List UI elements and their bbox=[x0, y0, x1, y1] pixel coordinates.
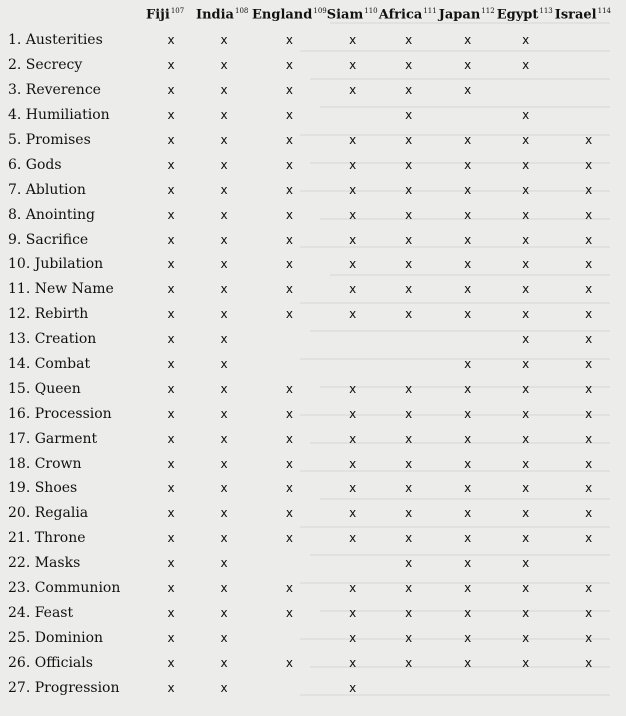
x-mark: x bbox=[349, 630, 357, 645]
x-mark: x bbox=[464, 83, 472, 98]
x-mark: x bbox=[220, 456, 228, 471]
x-mark: x bbox=[167, 506, 175, 521]
column-header-england bbox=[252, 2, 327, 28]
x-mark: x bbox=[349, 257, 357, 272]
footnote-reference: 111 bbox=[423, 7, 437, 16]
row-label: 27. Progression bbox=[8, 679, 120, 696]
row-label: 14. Combat bbox=[8, 356, 91, 373]
x-mark: x bbox=[167, 182, 175, 197]
x-mark: x bbox=[405, 58, 413, 73]
table-row bbox=[8, 576, 623, 601]
x-mark: x bbox=[405, 108, 413, 123]
x-mark: x bbox=[405, 83, 413, 98]
row-label: 25. Dominion bbox=[8, 629, 104, 646]
table-row bbox=[8, 128, 623, 153]
x-mark: x bbox=[167, 456, 175, 471]
x-mark: x bbox=[522, 481, 530, 496]
table-body bbox=[8, 28, 623, 700]
x-mark: x bbox=[349, 456, 357, 471]
x-mark: x bbox=[405, 133, 413, 147]
empty-cell bbox=[555, 28, 623, 53]
x-mark: x bbox=[522, 406, 530, 421]
x-mark: x bbox=[349, 232, 357, 247]
table-row bbox=[8, 277, 623, 302]
x-mark: x bbox=[585, 282, 593, 297]
x-mark: x bbox=[522, 157, 530, 172]
table-row bbox=[8, 451, 623, 476]
x-mark: x bbox=[167, 481, 175, 496]
empty-cell bbox=[439, 103, 497, 128]
x-mark: x bbox=[285, 481, 293, 496]
x-mark: x bbox=[220, 680, 228, 695]
x-mark: x bbox=[522, 133, 530, 147]
table-row bbox=[8, 177, 623, 202]
table-row bbox=[8, 551, 623, 576]
x-mark: x bbox=[464, 630, 472, 645]
x-mark: x bbox=[585, 357, 593, 372]
x-mark: x bbox=[349, 58, 357, 73]
x-mark: x bbox=[585, 332, 593, 347]
x-mark: x bbox=[167, 282, 175, 297]
x-mark: x bbox=[285, 282, 293, 297]
empty-cell bbox=[555, 551, 623, 576]
x-mark: x bbox=[349, 655, 357, 670]
x-mark: x bbox=[220, 655, 228, 670]
table-row bbox=[8, 78, 623, 103]
x-mark: x bbox=[464, 282, 472, 297]
column-header-fiji bbox=[146, 2, 196, 28]
empty-cell bbox=[252, 352, 327, 377]
x-mark: x bbox=[167, 556, 175, 571]
x-mark: x bbox=[585, 655, 593, 670]
x-mark: x bbox=[167, 680, 175, 695]
x-mark: x bbox=[464, 431, 472, 446]
x-mark: x bbox=[285, 157, 293, 172]
x-mark: x bbox=[220, 133, 228, 147]
x-mark: x bbox=[349, 481, 357, 496]
x-mark: x bbox=[405, 456, 413, 471]
x-mark: x bbox=[285, 456, 293, 471]
x-mark: x bbox=[405, 182, 413, 197]
x-mark: x bbox=[522, 207, 530, 222]
empty-cell bbox=[327, 551, 379, 576]
x-mark: x bbox=[522, 630, 530, 645]
x-mark: x bbox=[167, 207, 175, 222]
x-mark: x bbox=[167, 83, 175, 98]
empty-cell bbox=[555, 103, 623, 128]
x-mark: x bbox=[405, 207, 413, 222]
x-mark: x bbox=[349, 506, 357, 521]
x-mark: x bbox=[585, 531, 593, 546]
x-mark: x bbox=[405, 531, 413, 546]
x-mark: x bbox=[167, 58, 175, 73]
x-mark: x bbox=[285, 182, 293, 197]
table-row bbox=[8, 526, 623, 551]
column-header-label: Africa bbox=[378, 7, 423, 23]
x-mark: x bbox=[349, 157, 357, 172]
column-header-label: Egypt bbox=[496, 7, 539, 23]
x-mark: x bbox=[220, 431, 228, 446]
x-mark: x bbox=[464, 357, 472, 372]
x-mark: x bbox=[522, 182, 530, 197]
row-label: 6. Gods bbox=[8, 156, 62, 173]
x-mark: x bbox=[220, 630, 228, 645]
x-mark: x bbox=[220, 58, 228, 73]
x-mark: x bbox=[405, 157, 413, 172]
row-label: 4. Humiliation bbox=[8, 107, 110, 124]
column-header-israel bbox=[555, 2, 623, 28]
table-row bbox=[8, 426, 623, 451]
table-row bbox=[8, 600, 623, 625]
x-mark: x bbox=[285, 108, 293, 123]
x-mark: x bbox=[285, 83, 293, 98]
x-mark: x bbox=[464, 456, 472, 471]
row-label: 12. Rebirth bbox=[8, 306, 89, 323]
x-mark: x bbox=[585, 431, 593, 446]
x-mark: x bbox=[585, 381, 593, 396]
x-mark: x bbox=[349, 83, 357, 98]
column-header-egypt bbox=[497, 2, 555, 28]
row-label: 7. Ablution bbox=[8, 181, 86, 198]
x-mark: x bbox=[285, 133, 293, 147]
x-mark: x bbox=[464, 556, 472, 571]
x-mark: x bbox=[585, 406, 593, 421]
empty-cell bbox=[497, 78, 555, 103]
x-mark: x bbox=[522, 431, 530, 446]
x-mark: x bbox=[522, 605, 530, 620]
table-row bbox=[8, 501, 623, 526]
row-label: 9. Sacrifice bbox=[8, 231, 89, 248]
x-mark: x bbox=[167, 108, 175, 123]
table-row bbox=[8, 252, 623, 277]
footnote-reference: 108 bbox=[234, 7, 249, 16]
x-mark: x bbox=[464, 406, 472, 421]
table-row bbox=[8, 227, 623, 252]
x-mark: x bbox=[405, 282, 413, 297]
x-mark: x bbox=[349, 307, 357, 322]
x-mark: x bbox=[349, 531, 357, 546]
x-mark: x bbox=[220, 182, 228, 197]
row-label: 10. Jubilation bbox=[8, 256, 104, 273]
table-row bbox=[8, 476, 623, 501]
x-mark: x bbox=[167, 232, 175, 247]
x-mark: x bbox=[285, 257, 293, 272]
x-mark: x bbox=[522, 257, 530, 272]
row-label: 24. Feast bbox=[8, 604, 74, 621]
x-mark: x bbox=[220, 531, 228, 546]
x-mark: x bbox=[522, 332, 530, 347]
row-label: 26. Officials bbox=[8, 654, 93, 671]
empty-cell bbox=[252, 675, 327, 700]
x-mark: x bbox=[285, 605, 293, 620]
table-row bbox=[8, 302, 623, 327]
x-mark: x bbox=[522, 655, 530, 670]
x-mark: x bbox=[285, 232, 293, 247]
x-mark: x bbox=[405, 406, 413, 421]
x-mark: x bbox=[285, 431, 293, 446]
row-label: 20. Regalia bbox=[8, 505, 89, 522]
x-mark: x bbox=[585, 207, 593, 222]
x-mark: x bbox=[522, 232, 530, 247]
column-header-japan bbox=[439, 2, 497, 28]
table-row bbox=[8, 152, 623, 177]
x-mark: x bbox=[167, 431, 175, 446]
x-mark: x bbox=[285, 655, 293, 670]
x-mark: x bbox=[405, 605, 413, 620]
x-mark: x bbox=[167, 581, 175, 596]
row-label: 21. Throne bbox=[8, 530, 86, 547]
x-mark: x bbox=[464, 257, 472, 272]
x-mark: x bbox=[220, 282, 228, 297]
row-label: 8. Anointing bbox=[8, 206, 95, 223]
x-mark: x bbox=[285, 506, 293, 521]
x-mark: x bbox=[405, 506, 413, 521]
x-mark: x bbox=[585, 182, 593, 197]
table-row bbox=[8, 650, 623, 675]
x-mark: x bbox=[585, 630, 593, 645]
x-mark: x bbox=[464, 655, 472, 670]
x-mark: x bbox=[220, 381, 228, 396]
x-mark: x bbox=[285, 307, 293, 322]
row-label: 5. Promises bbox=[8, 132, 91, 148]
x-mark: x bbox=[405, 33, 413, 48]
x-mark: x bbox=[220, 357, 228, 372]
x-mark: x bbox=[405, 431, 413, 446]
x-mark: x bbox=[405, 481, 413, 496]
x-mark: x bbox=[220, 307, 228, 322]
x-mark: x bbox=[464, 605, 472, 620]
x-mark: x bbox=[349, 207, 357, 222]
x-mark: x bbox=[405, 257, 413, 272]
x-mark: x bbox=[167, 33, 175, 48]
x-mark: x bbox=[220, 33, 228, 48]
x-mark: x bbox=[349, 680, 357, 695]
row-label: 3. Reverence bbox=[8, 82, 101, 99]
x-mark: x bbox=[585, 133, 593, 147]
x-mark: x bbox=[285, 207, 293, 222]
x-mark: x bbox=[464, 182, 472, 197]
column-header-label: Siam bbox=[326, 7, 364, 23]
footnote-reference: 109 bbox=[313, 7, 327, 16]
empty-cell bbox=[555, 53, 623, 78]
empty-cell bbox=[327, 352, 379, 377]
x-mark: x bbox=[220, 581, 228, 596]
x-mark: x bbox=[522, 58, 530, 73]
x-mark: x bbox=[464, 481, 472, 496]
x-mark: x bbox=[285, 581, 293, 596]
x-mark: x bbox=[349, 282, 357, 297]
x-mark: x bbox=[464, 232, 472, 247]
row-label: 18. Crown bbox=[8, 455, 82, 472]
x-mark: x bbox=[167, 307, 175, 322]
x-mark: x bbox=[220, 605, 228, 620]
x-mark: x bbox=[585, 506, 593, 521]
column-header-siam bbox=[327, 2, 379, 28]
x-mark: x bbox=[464, 207, 472, 222]
empty-cell bbox=[555, 675, 623, 700]
empty-cell bbox=[497, 675, 555, 700]
x-mark: x bbox=[220, 207, 228, 222]
x-mark: x bbox=[585, 605, 593, 620]
x-mark: x bbox=[522, 307, 530, 322]
x-mark: x bbox=[585, 456, 593, 471]
footnote-reference: 114 bbox=[597, 7, 611, 16]
x-mark: x bbox=[167, 381, 175, 396]
table-row bbox=[8, 53, 623, 78]
x-mark: x bbox=[167, 630, 175, 645]
x-mark: x bbox=[220, 232, 228, 247]
x-mark: x bbox=[405, 232, 413, 247]
x-mark: x bbox=[405, 630, 413, 645]
x-mark: x bbox=[167, 531, 175, 546]
x-mark: x bbox=[349, 406, 357, 421]
empty-cell bbox=[327, 327, 379, 352]
table-row bbox=[8, 28, 623, 53]
empty-cell bbox=[252, 551, 327, 576]
x-mark: x bbox=[522, 381, 530, 396]
x-mark: x bbox=[167, 157, 175, 172]
empty-cell bbox=[327, 103, 379, 128]
x-mark: x bbox=[220, 332, 228, 347]
x-mark: x bbox=[405, 381, 413, 396]
x-mark: x bbox=[349, 133, 357, 147]
x-mark: x bbox=[167, 257, 175, 272]
empty-cell bbox=[379, 675, 439, 700]
row-label: 16. Procession bbox=[8, 405, 112, 422]
footnote-reference: 113 bbox=[539, 7, 553, 16]
row-label: 2. Secrecy bbox=[8, 57, 83, 74]
x-mark: x bbox=[522, 531, 530, 546]
x-mark: x bbox=[167, 332, 175, 347]
row-label: 19. Shoes bbox=[8, 480, 78, 497]
footnote-reference: 107 bbox=[170, 7, 185, 16]
row-label: 17. Garment bbox=[8, 430, 98, 447]
x-mark: x bbox=[285, 58, 293, 73]
column-header-label: England bbox=[252, 7, 313, 23]
row-label: 1. Austerities bbox=[8, 32, 103, 49]
row-label: 23. Communion bbox=[8, 580, 121, 597]
table-row bbox=[8, 625, 623, 650]
x-mark: x bbox=[220, 481, 228, 496]
x-mark: x bbox=[220, 506, 228, 521]
column-header-label: Fiji bbox=[146, 7, 170, 23]
row-label: 13. Creation bbox=[8, 331, 97, 348]
column-header-africa bbox=[379, 2, 439, 28]
x-mark: x bbox=[405, 581, 413, 596]
table-row bbox=[8, 327, 623, 352]
x-mark: x bbox=[285, 381, 293, 396]
x-mark: x bbox=[285, 406, 293, 421]
x-mark: x bbox=[522, 506, 530, 521]
x-mark: x bbox=[405, 307, 413, 322]
x-mark: x bbox=[405, 655, 413, 670]
x-mark: x bbox=[464, 531, 472, 546]
empty-cell bbox=[252, 327, 327, 352]
x-mark: x bbox=[585, 581, 593, 596]
x-mark: x bbox=[220, 556, 228, 571]
x-mark: x bbox=[405, 556, 413, 571]
x-mark: x bbox=[585, 157, 593, 172]
footnote-reference: 110 bbox=[364, 7, 378, 16]
column-header-label: Israel bbox=[554, 7, 597, 23]
x-mark: x bbox=[464, 381, 472, 396]
x-mark: x bbox=[167, 133, 175, 147]
x-mark: x bbox=[585, 232, 593, 247]
table-row bbox=[8, 202, 623, 227]
x-mark: x bbox=[349, 381, 357, 396]
x-mark: x bbox=[167, 605, 175, 620]
empty-cell bbox=[379, 352, 439, 377]
x-mark: x bbox=[349, 33, 357, 48]
x-mark: x bbox=[522, 357, 530, 372]
table-row bbox=[8, 401, 623, 426]
empty-cell bbox=[439, 327, 497, 352]
x-mark: x bbox=[349, 605, 357, 620]
row-label: 22. Masks bbox=[8, 555, 81, 572]
x-mark: x bbox=[522, 456, 530, 471]
x-mark: x bbox=[522, 556, 530, 571]
x-mark: x bbox=[167, 406, 175, 421]
footnote-reference: 112 bbox=[481, 7, 495, 16]
x-mark: x bbox=[585, 307, 593, 322]
x-mark: x bbox=[585, 257, 593, 272]
x-mark: x bbox=[220, 108, 228, 123]
x-mark: x bbox=[464, 33, 472, 48]
empty-cell bbox=[439, 675, 497, 700]
table-row bbox=[8, 376, 623, 401]
x-mark: x bbox=[167, 357, 175, 372]
header-row bbox=[8, 2, 623, 28]
x-mark: x bbox=[522, 581, 530, 596]
x-mark: x bbox=[220, 83, 228, 98]
x-mark: x bbox=[522, 108, 530, 123]
table-row bbox=[8, 103, 623, 128]
x-mark: x bbox=[464, 157, 472, 172]
x-mark: x bbox=[464, 133, 472, 147]
x-mark: x bbox=[464, 58, 472, 73]
column-header-label: Japan bbox=[438, 7, 481, 23]
x-mark: x bbox=[167, 655, 175, 670]
x-mark: x bbox=[349, 581, 357, 596]
row-label: 11. New Name bbox=[8, 281, 114, 298]
x-mark: x bbox=[522, 282, 530, 297]
empty-cell bbox=[555, 78, 623, 103]
x-mark: x bbox=[349, 431, 357, 446]
x-mark: x bbox=[585, 481, 593, 496]
row-label: 15. Queen bbox=[8, 380, 81, 397]
empty-cell bbox=[252, 625, 327, 650]
x-mark: x bbox=[349, 182, 357, 197]
x-mark: x bbox=[285, 531, 293, 546]
table-row bbox=[8, 352, 623, 377]
column-header-india bbox=[196, 2, 252, 28]
x-mark: x bbox=[220, 257, 228, 272]
header-corner bbox=[8, 2, 146, 28]
ritual-comparison-table bbox=[8, 2, 623, 700]
x-mark: x bbox=[220, 406, 228, 421]
x-mark: x bbox=[464, 581, 472, 596]
table-row bbox=[8, 675, 623, 700]
x-mark: x bbox=[464, 307, 472, 322]
x-mark: x bbox=[220, 157, 228, 172]
x-mark: x bbox=[285, 33, 293, 48]
empty-cell bbox=[379, 327, 439, 352]
x-mark: x bbox=[522, 33, 530, 48]
x-mark: x bbox=[464, 506, 472, 521]
column-header-label: India bbox=[196, 7, 234, 23]
